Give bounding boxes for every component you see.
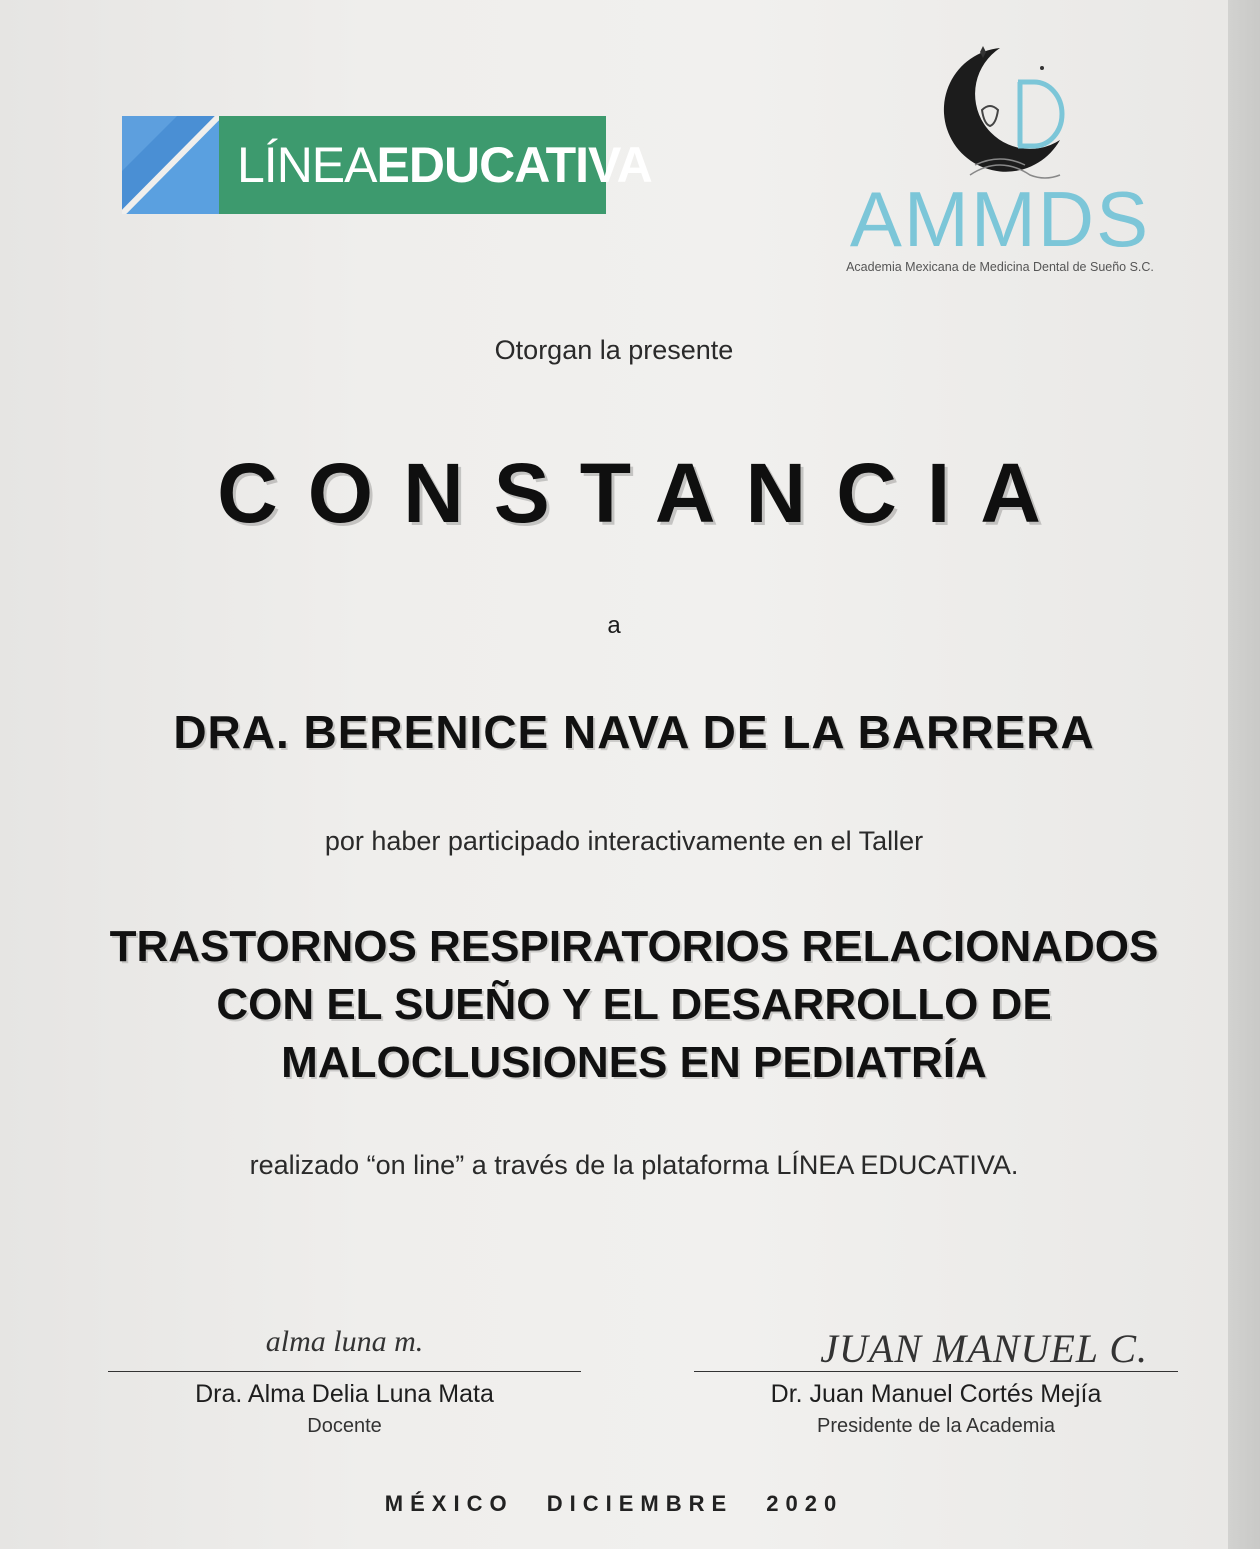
linea-educativa-mark-icon <box>122 116 219 214</box>
course-title-line: CON EL SUEÑO Y EL DESARROLLO DE <box>216 980 1052 1029</box>
platform-text: realizado “on line” a través de la plataforma LÍNEA EDUCATIVA. <box>249 1150 1019 1180</box>
moon-tooth-emblem-icon <box>930 40 1070 185</box>
signature-line <box>108 1371 581 1372</box>
linea-educativa-logo <box>122 116 652 214</box>
course-title-line: MALOCLUSIONES EN PEDIATRÍA <box>281 1038 987 1087</box>
recipient-name: DRA. BERENICE NAVA DE LA BARRERA <box>173 706 1095 758</box>
course-title <box>20 918 1228 1092</box>
handwritten-signature: JUAN MANUEL C. <box>820 1326 1148 1371</box>
handwritten-signature: alma luna m. <box>265 1325 424 1358</box>
linea-educativa-bold-text: EDUCATIVA <box>376 137 652 193</box>
intro-text: Otorgan la presente <box>494 335 734 365</box>
linea-educativa-wordmark <box>219 116 652 214</box>
signature-line <box>694 1371 1178 1372</box>
course-title-line: TRASTORNOS RESPIRATORIOS RELACIONADOS <box>109 922 1159 971</box>
certificate-title: CONSTANCIA <box>217 446 1071 540</box>
signer-role: Docente <box>307 1415 382 1437</box>
signer-role: Presidente de la Academia <box>817 1415 1055 1437</box>
signature-block-presidente <box>694 1325 1178 1438</box>
ammds-logo <box>820 40 1180 280</box>
reason-text: por haber participado interactivamente en el Taller <box>324 826 924 856</box>
to-text: a <box>607 612 621 639</box>
signer-name: Dra. Alma Delia Luna Mata <box>195 1380 494 1408</box>
ammds-subtitle: Academia Mexicana de Medicina Dental de Sueño S.C. <box>846 260 1154 274</box>
ammds-wordmark: AMMDS <box>849 175 1151 263</box>
background-edge <box>1228 0 1260 1549</box>
signer-name: Dr. Juan Manuel Cortés Mejía <box>770 1380 1102 1408</box>
linea-educativa-thin-text: LÍNEA <box>237 137 377 193</box>
signature-block-docente <box>108 1325 581 1438</box>
place-date-footer: MÉXICO DICIEMBRE 2020 <box>384 1491 844 1516</box>
